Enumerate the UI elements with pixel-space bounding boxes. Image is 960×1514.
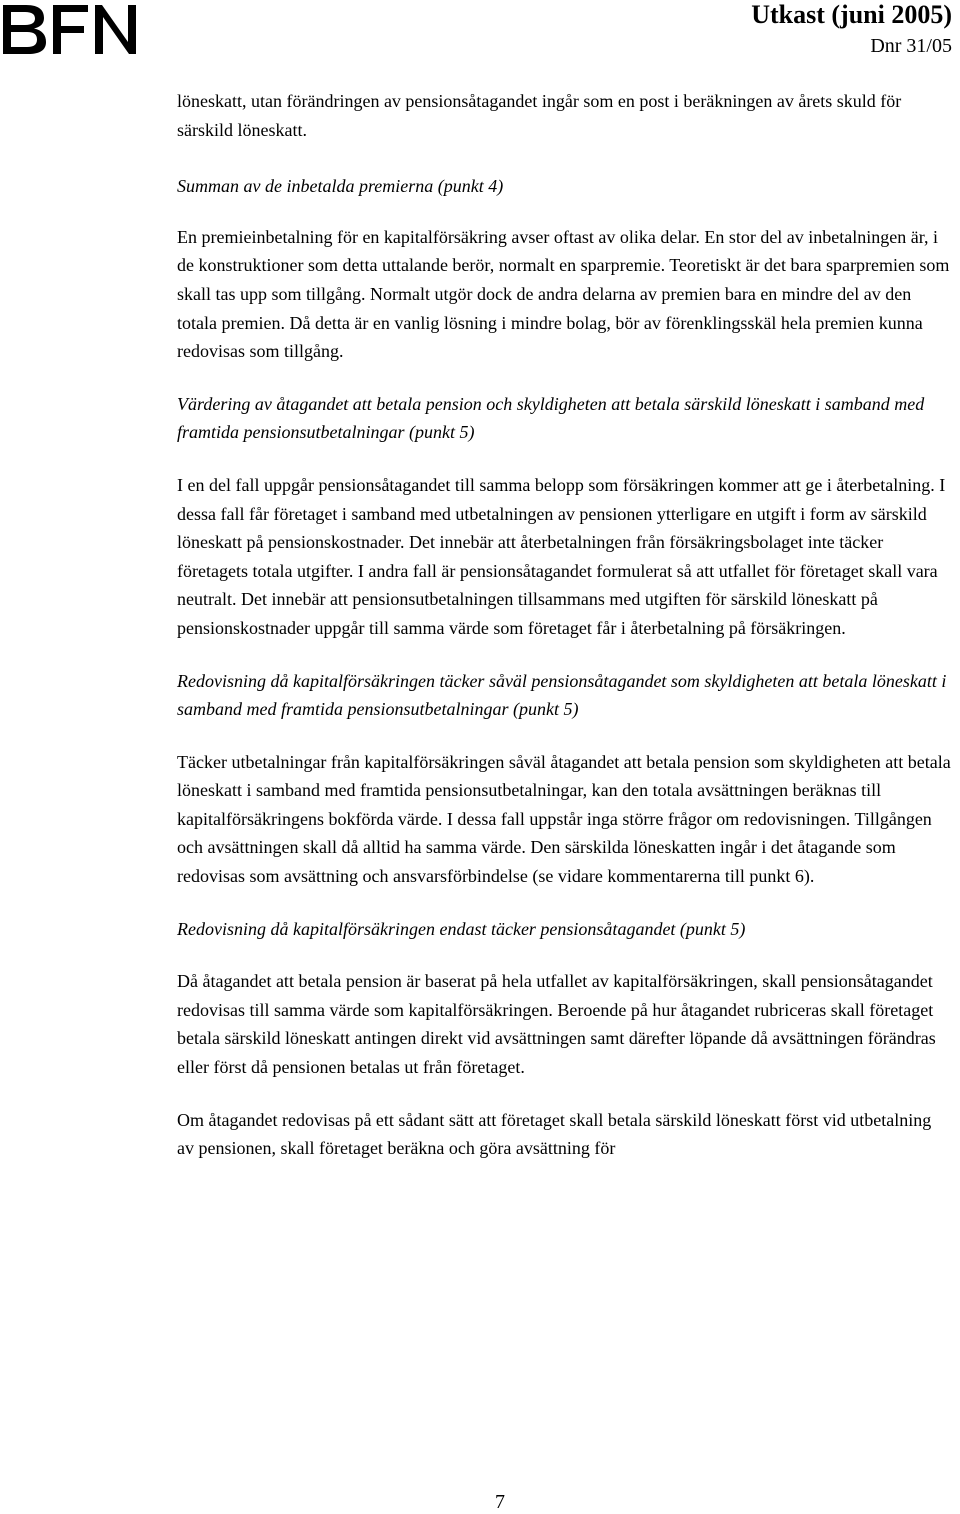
paragraph: Om åtagandet redovisas på ett sådant sätt att företaget skall betala särskild löneskatt först vid utbetalning av pensionen, skall företaget beräkna och göra avsättning för (177, 1109, 932, 1159)
page-number: 7 (495, 1491, 505, 1513)
section-heading: Redovisning då kapitalförsäkringen täcker såväl pensionsåtagandet som skyldigheten att betala löneskatt i samband med framtida pensionsutbetalningar (punkt 5) (177, 670, 947, 720)
paragraph: Då åtagandet att betala pension är baserat på hela utfallet av kapitalförsäkringen, skall pensionsåtagandet redovisas till samma värde som kapitalförsäkringen. Beroende på hur åtagandet rubriceras skall företaget betala särskild löneskatt antingen direkt vid avsättningen samt därefter löpande då avsättningen förändras eller först då pensionen betalas ut från företaget. (177, 971, 936, 1078)
section-heading: Värdering av åtagandet att betala pension och skyldigheten att betala särskild löneskatt i samband med framtida pensionsutbetalningar (punkt 5) (177, 393, 925, 443)
section-heading: Redovisning då kapitalförsäkringen endast täcker pensionsåtagandet (punkt 5) (177, 918, 746, 939)
paragraph: I en del fall uppgår pensionsåtagandet till samma belopp som försäkringen kommer att ge i återbetalning. I dessa fall får företaget i samband med utbetalningen av pensionen ytterligare en utgift i form av särskild löneskatt på pensionskostnader. Det innebär att återbetalningen från försäkringsbolaget inte täcker företagets totala utgifter. I andra fall är pensionsåtagandet formulerat så att utfallet för företaget skall vara neutralt. Det innebär att pensionsutbetalningen tillsammans med utgiften för särskild löneskatt på pensionskostnader uppgår till samma värde som företaget får i återbetalning på försäkringen. (177, 474, 946, 638)
paragraph: löneskatt, utan förändringen av pensionsåtagandet ingår som en post i beräkningen av årets skuld för särskild löneskatt. (177, 91, 902, 140)
bfn-logo (0, 0, 140, 58)
document-status-title: Utkast (juni 2005) (751, 0, 952, 29)
document-reference-number: Dnr 31/05 (870, 35, 952, 57)
paragraph: En premieinbetalning för en kapitalförsäkring avser oftast av olika delar. En stor del av inbetalningen är, i de konstruktioner som detta uttalande berör, normalt en sparpremie. Teoretiskt är det bara sparpremien som skall tas upp som tillgång. Normalt utgör dock de andra delarna av premien bara en mindre del av den totala premien. Då detta är en vanlig lösning i mindre bolag, bör av förenklingsskäl hela premien kunna redovisas som tillgång. (177, 226, 950, 362)
paragraph: Täcker utbetalningar från kapitalförsäkringen såväl åtagandet att betala pension som skyldigheten att betala löneskatt i samband med framtida pensionsutbetalningar, kan den totala avsättningen beräknas till kapitalförsäkringens bokförda värde. I dessa fall uppstår inga större frågor om redovisningen. Tillgången och avsättningen skall då alltid ha samma värde. Den särskilda löneskatten ingår i det åtagande som redovisas som avsättning och ansvarsförbindelse (se vidare kommentarerna till punkt 6). (177, 751, 951, 887)
section-heading: Summan av de inbetalda premierna (punkt 4) (177, 176, 504, 197)
document-body (177, 87, 952, 1163)
